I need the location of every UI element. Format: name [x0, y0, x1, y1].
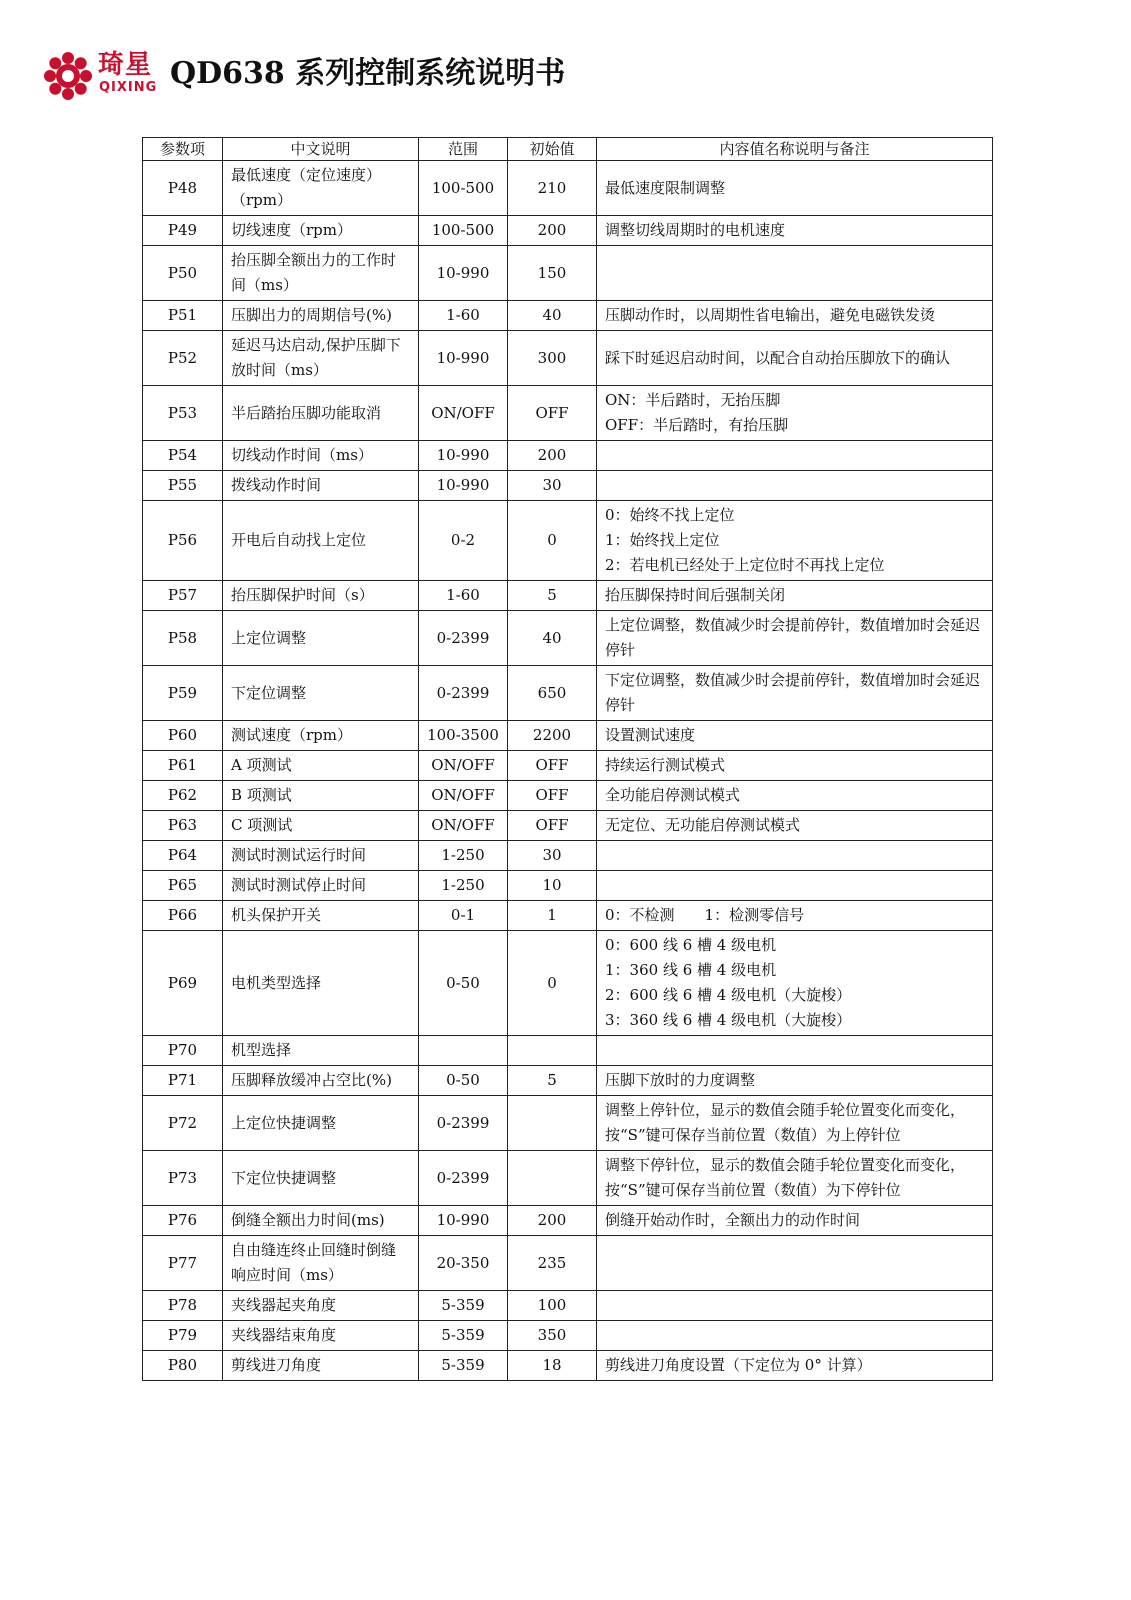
param-note-cell	[597, 246, 993, 301]
param-range-cell: 1-250	[419, 841, 508, 871]
table-row	[143, 581, 993, 611]
param-id-cell: P77	[143, 1236, 223, 1291]
param-id-cell: P65	[143, 871, 223, 901]
note-line: 0：600 线 6 槽 4 级电机	[605, 936, 777, 954]
table-row	[143, 931, 993, 1036]
table-row	[143, 1036, 993, 1066]
param-name-cell: 最低速度（定位速度）（rpm）	[223, 161, 419, 216]
note-line: 抬压脚保持时间后强制关闭	[605, 586, 786, 604]
param-name-cell: 拨线动作时间	[223, 471, 419, 501]
column-header-range: 范围	[419, 138, 508, 161]
param-range-cell: 10-990	[419, 441, 508, 471]
note-line: 踩下时延迟启动时间，以配合自动抬压脚放下的确认	[605, 348, 951, 367]
param-name-cell: 抬压脚全额出力的工作时间（ms）	[223, 246, 419, 301]
param-init-cell: 150	[508, 246, 597, 301]
table-row	[143, 721, 993, 751]
note-line: 最低速度限制调整	[605, 178, 726, 197]
param-id-cell: P71	[143, 1066, 223, 1096]
qixing-logo-icon	[42, 50, 94, 102]
param-name-cell: 测试时测试停止时间	[223, 871, 419, 901]
table-row	[143, 871, 993, 901]
table-row	[143, 386, 993, 441]
param-note-cell	[597, 1151, 993, 1206]
param-note-cell	[597, 1321, 993, 1351]
note-line: 2：600 线 6 槽 4 级电机（大旋梭）	[605, 986, 852, 1004]
param-init-cell: 210	[508, 161, 597, 216]
param-note-cell	[597, 931, 993, 1036]
note-line: 0：不检测 1：检测零信号	[605, 906, 805, 924]
param-range-cell: 0-2399	[419, 666, 508, 721]
note-line: 全功能启停测试模式	[605, 786, 741, 804]
table-row	[143, 781, 993, 811]
param-range-cell: 1-250	[419, 871, 508, 901]
param-range-cell: 0-2399	[419, 1151, 508, 1206]
param-note-cell	[597, 1351, 993, 1381]
table-row	[143, 751, 993, 781]
note-line: 压脚下放时的力度调整	[605, 1071, 756, 1089]
param-init-cell: OFF	[508, 811, 597, 841]
param-id-cell: P49	[143, 216, 223, 246]
param-name-cell: 机头保护开关	[223, 901, 419, 931]
note-line: 无定位、无功能启停测试模式	[605, 816, 801, 834]
param-id-cell: P76	[143, 1206, 223, 1236]
parameter-table	[142, 137, 993, 1381]
param-init-cell: 200	[508, 1206, 597, 1236]
note-line: 1：始终找上定位	[605, 531, 720, 549]
param-id-cell: P62	[143, 781, 223, 811]
param-id-cell: P73	[143, 1151, 223, 1206]
table-header-row	[143, 138, 993, 161]
param-name-cell: 夹线器结束角度	[223, 1321, 419, 1351]
param-note-cell	[597, 666, 993, 721]
param-id-cell: P55	[143, 471, 223, 501]
param-name-cell: 上定位调整	[223, 611, 419, 666]
table-row	[143, 811, 993, 841]
param-init-cell: 40	[508, 301, 597, 331]
param-init-cell	[508, 1096, 597, 1151]
param-init-cell: 30	[508, 841, 597, 871]
param-id-cell: P61	[143, 751, 223, 781]
note-line: 1：360 线 6 槽 4 级电机	[605, 961, 777, 979]
param-init-cell: 0	[508, 931, 597, 1036]
param-id-cell: P58	[143, 611, 223, 666]
param-name-cell: 倒缝全额出力时间(ms)	[223, 1206, 419, 1236]
param-name-cell: 自由缝连终止回缝时倒缝响应时间（ms）	[223, 1236, 419, 1291]
param-range-cell: ON/OFF	[419, 811, 508, 841]
param-range-cell: 20-350	[419, 1236, 508, 1291]
table-row	[143, 1151, 993, 1206]
param-name-cell: 下定位快捷调整	[223, 1151, 419, 1206]
param-name-cell: 下定位调整	[223, 666, 419, 721]
param-range-cell: 0-1	[419, 901, 508, 931]
table-row	[143, 1291, 993, 1321]
param-id-cell: P52	[143, 331, 223, 386]
param-name-cell: 压脚出力的周期信号(%)	[223, 301, 419, 331]
table-row	[143, 1321, 993, 1351]
param-note-cell	[597, 386, 993, 441]
param-note-cell	[597, 1236, 993, 1291]
table-row	[143, 666, 993, 721]
param-init-cell: 300	[508, 331, 597, 386]
note-line: 倒缝开始动作时，全额出力的动作时间	[605, 1211, 861, 1229]
table-row	[143, 471, 993, 501]
param-range-cell: 5-359	[419, 1291, 508, 1321]
param-note-cell	[597, 1096, 993, 1151]
param-note-cell	[597, 1036, 993, 1066]
param-range-cell	[419, 1036, 508, 1066]
param-name-cell: B 项测试	[223, 781, 419, 811]
param-note-cell	[597, 471, 993, 501]
param-id-cell: P72	[143, 1096, 223, 1151]
note-line: OFF：半后踏时，有抬压脚	[605, 416, 789, 434]
table-row	[143, 441, 993, 471]
note-line: 上定位调整，数值减少时会提前停针，数值增加时会延迟停针	[605, 616, 981, 659]
param-id-cell: P54	[143, 441, 223, 471]
param-note-cell	[597, 301, 993, 331]
param-name-cell: A 项测试	[223, 751, 419, 781]
param-init-cell: 5	[508, 1066, 597, 1096]
note-line: 压脚动作时，以周期性省电输出，避免电磁铁发烫	[605, 306, 936, 324]
table-row	[143, 611, 993, 666]
table-row	[143, 901, 993, 931]
param-id-cell: P70	[143, 1036, 223, 1066]
param-init-cell: OFF	[508, 386, 597, 441]
param-range-cell: 0-2399	[419, 1096, 508, 1151]
param-id-cell: P48	[143, 161, 223, 216]
note-line: 剪线进刀角度设置（下定位为 0° 计算）	[605, 1356, 872, 1374]
param-init-cell: 100	[508, 1291, 597, 1321]
param-name-cell: 电机类型选择	[223, 931, 419, 1036]
param-note-cell	[597, 841, 993, 871]
param-range-cell: 10-990	[419, 246, 508, 301]
param-name-cell: 开电后自动找上定位	[223, 501, 419, 581]
param-init-cell: 18	[508, 1351, 597, 1381]
param-name-cell: 测试速度（rpm）	[223, 721, 419, 751]
param-init-cell: 2200	[508, 721, 597, 751]
param-note-cell	[597, 751, 993, 781]
param-init-cell: 650	[508, 666, 597, 721]
table-row	[143, 161, 993, 216]
param-init-cell	[508, 1036, 597, 1066]
page-title: QD638 系列控制系统说明书	[170, 56, 566, 91]
param-note-cell	[597, 871, 993, 901]
column-header-id: 参数项	[143, 138, 223, 161]
note-line: 持续运行测试模式	[605, 756, 726, 774]
param-init-cell: 200	[508, 216, 597, 246]
table-row	[143, 1096, 993, 1151]
param-init-cell: OFF	[508, 751, 597, 781]
table-row	[143, 216, 993, 246]
brand-name-cn: 琦星	[98, 50, 153, 80]
param-note-cell	[597, 501, 993, 581]
param-init-cell: 0	[508, 501, 597, 581]
param-name-cell: 机型选择	[223, 1036, 419, 1066]
param-note-cell	[597, 581, 993, 611]
param-range-cell: 100-3500	[419, 721, 508, 751]
param-name-cell: 半后踏抬压脚功能取消	[223, 386, 419, 441]
note-line: 0：始终不找上定位	[605, 506, 735, 524]
param-name-cell: 上定位快捷调整	[223, 1096, 419, 1151]
param-id-cell: P63	[143, 811, 223, 841]
table-body	[143, 161, 993, 1381]
param-id-cell: P56	[143, 501, 223, 581]
column-header-init: 初始值	[508, 138, 597, 161]
param-name-cell: 剪线进刀角度	[223, 1351, 419, 1381]
param-range-cell: 10-990	[419, 471, 508, 501]
param-init-cell: 1	[508, 901, 597, 931]
note-line: 调整切线周期时的电机速度	[605, 221, 786, 239]
param-id-cell: P69	[143, 931, 223, 1036]
param-range-cell: 0-2399	[419, 611, 508, 666]
param-range-cell: 0-50	[419, 1066, 508, 1096]
param-id-cell: P51	[143, 301, 223, 331]
param-range-cell: 0-2	[419, 501, 508, 581]
param-id-cell: P60	[143, 721, 223, 751]
param-note-cell	[597, 611, 993, 666]
table-row	[143, 1206, 993, 1236]
note-line: 调整下停针位，显示的数值会随手轮位置变化而变化，按“S”键可保存当前位置（数值）为下停针位	[605, 1156, 966, 1199]
param-range-cell: ON/OFF	[419, 751, 508, 781]
param-note-cell	[597, 781, 993, 811]
param-range-cell: 0-50	[419, 931, 508, 1036]
note-line: 设置测试速度	[605, 726, 696, 744]
table-row	[143, 331, 993, 386]
note-line: 2：若电机已经处于上定位时不再找上定位	[605, 556, 885, 574]
column-header-note: 内容值名称说明与备注	[597, 138, 993, 161]
param-name-cell: 抬压脚保护时间（s）	[223, 581, 419, 611]
param-range-cell: 100-500	[419, 161, 508, 216]
param-init-cell: OFF	[508, 781, 597, 811]
param-init-cell	[508, 1151, 597, 1206]
param-id-cell: P64	[143, 841, 223, 871]
param-name-cell: C 项测试	[223, 811, 419, 841]
param-note-cell	[597, 1066, 993, 1096]
param-id-cell: P53	[143, 386, 223, 441]
param-init-cell: 5	[508, 581, 597, 611]
param-init-cell: 350	[508, 1321, 597, 1351]
param-range-cell: 10-990	[419, 1206, 508, 1236]
param-range-cell: 10-990	[419, 331, 508, 386]
brand-name-en: QIXING	[99, 80, 158, 95]
param-note-cell	[597, 441, 993, 471]
param-name-cell: 夹线器起夹角度	[223, 1291, 419, 1321]
param-init-cell: 235	[508, 1236, 597, 1291]
param-note-cell	[597, 161, 993, 216]
param-id-cell: P50	[143, 246, 223, 301]
param-note-cell	[597, 811, 993, 841]
param-range-cell: 1-60	[419, 301, 508, 331]
param-id-cell: P78	[143, 1291, 223, 1321]
table-row	[143, 501, 993, 581]
table-row	[143, 841, 993, 871]
param-init-cell: 30	[508, 471, 597, 501]
param-init-cell: 10	[508, 871, 597, 901]
param-name-cell: 切线速度（rpm）	[223, 216, 419, 246]
column-header-name: 中文说明	[223, 138, 419, 161]
param-range-cell: 5-359	[419, 1321, 508, 1351]
param-note-cell	[597, 331, 993, 386]
param-range-cell: 5-359	[419, 1351, 508, 1381]
param-name-cell: 压脚释放缓冲占空比(%)	[223, 1066, 419, 1096]
param-init-cell: 200	[508, 441, 597, 471]
param-id-cell: P66	[143, 901, 223, 931]
param-name-cell: 测试时测试运行时间	[223, 841, 419, 871]
table-row	[143, 301, 993, 331]
note-line: ON：半后踏时，无抬压脚	[605, 391, 781, 409]
param-range-cell: ON/OFF	[419, 386, 508, 441]
param-note-cell	[597, 216, 993, 246]
param-id-cell: P59	[143, 666, 223, 721]
note-line: 下定位调整，数值减少时会提前停针，数值增加时会延迟停针	[605, 671, 981, 714]
note-line: 3：360 线 6 槽 4 级电机（大旋梭）	[605, 1011, 852, 1029]
param-range-cell: 1-60	[419, 581, 508, 611]
param-note-cell	[597, 1291, 993, 1321]
param-range-cell: ON/OFF	[419, 781, 508, 811]
param-note-cell	[597, 901, 993, 931]
param-id-cell: P57	[143, 581, 223, 611]
param-note-cell	[597, 1206, 993, 1236]
param-range-cell: 100-500	[419, 216, 508, 246]
note-line: 调整上停针位，显示的数值会随手轮位置变化而变化，按“S”键可保存当前位置（数值）为上停针位	[605, 1101, 966, 1144]
param-name-cell: 延迟马达启动,保护压脚下放时间（ms）	[223, 331, 419, 386]
table-row	[143, 1236, 993, 1291]
document-header	[42, 48, 1082, 104]
table-row	[143, 1066, 993, 1096]
table-row	[143, 246, 993, 301]
param-init-cell: 40	[508, 611, 597, 666]
param-name-cell: 切线动作时间（ms）	[223, 441, 419, 471]
param-id-cell: P80	[143, 1351, 223, 1381]
table-row	[143, 1351, 993, 1381]
param-id-cell: P79	[143, 1321, 223, 1351]
param-note-cell	[597, 721, 993, 751]
